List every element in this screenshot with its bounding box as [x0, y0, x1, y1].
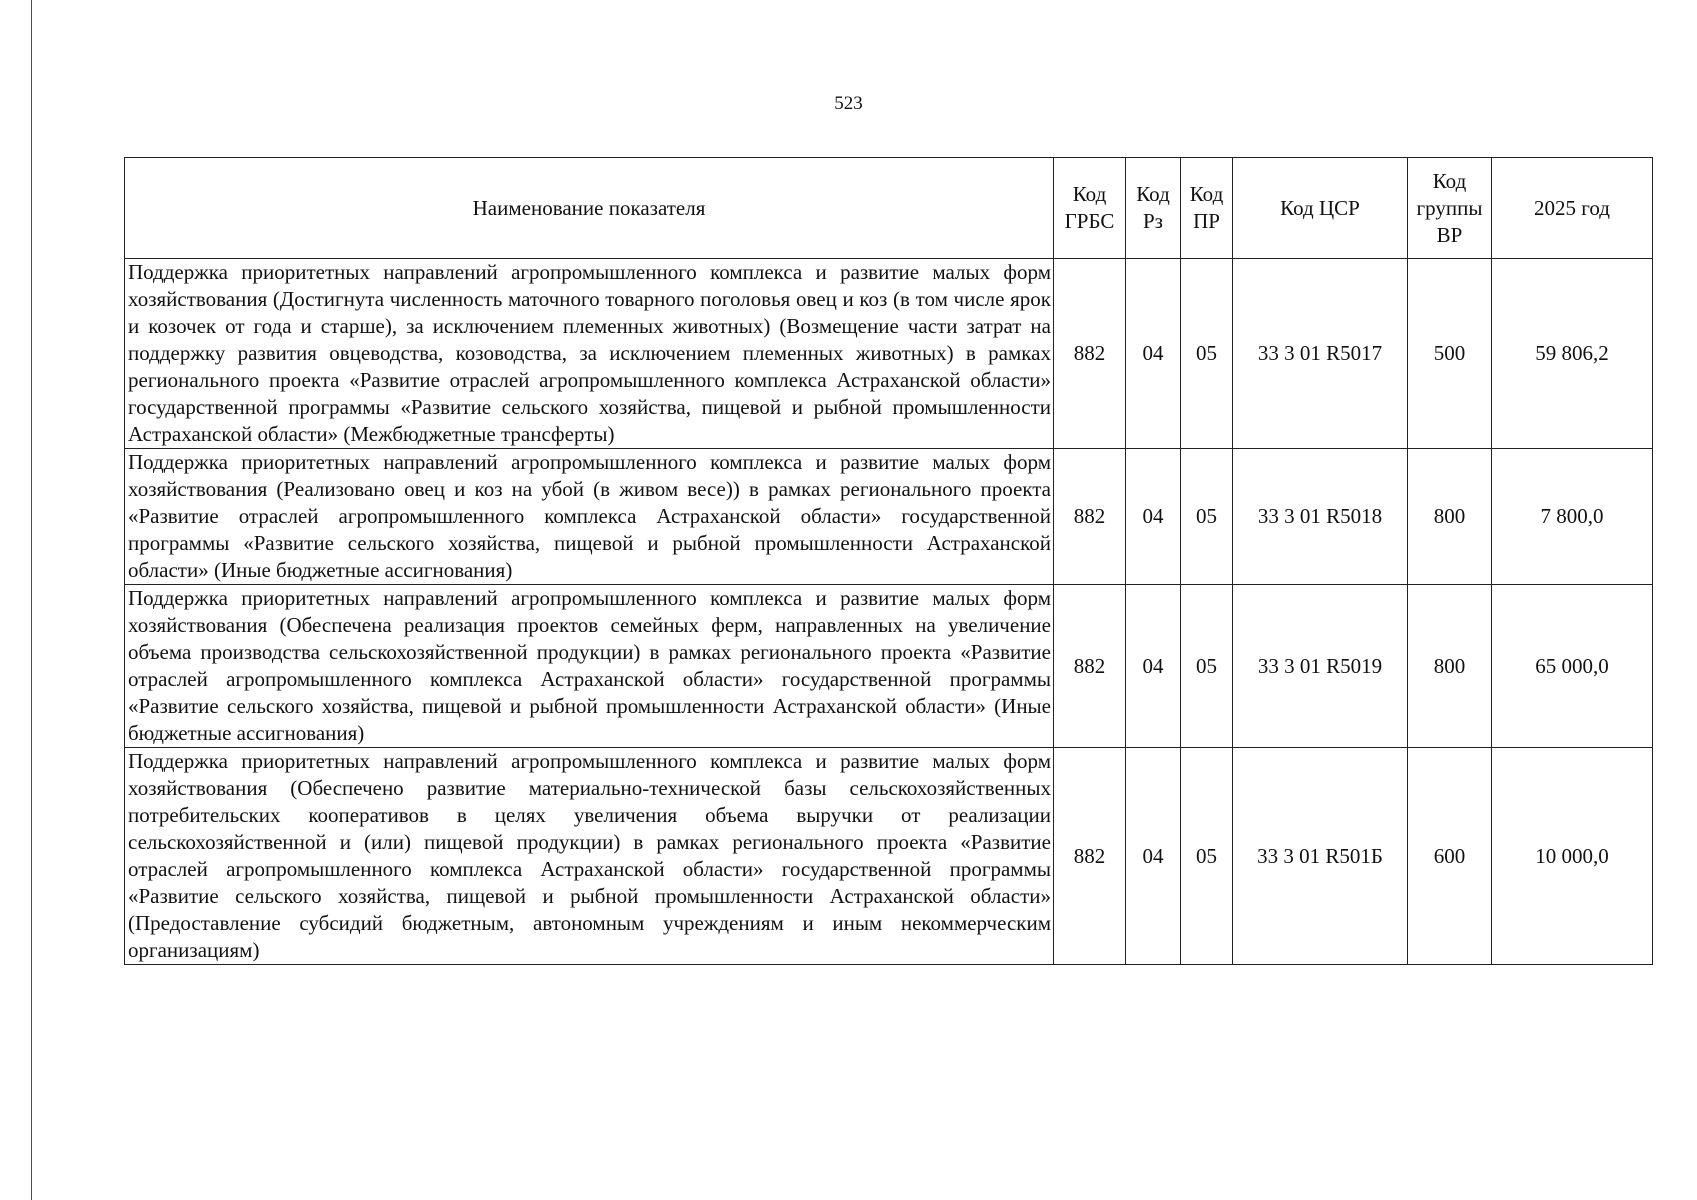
row-csr-cell: 33 3 01 R5019 [1233, 585, 1408, 748]
row-vr-cell: 800 [1408, 585, 1492, 748]
row-rz-cell: 04 [1126, 449, 1181, 585]
row-vr-cell: 800 [1408, 449, 1492, 585]
row-year-cell: 65 000,0 [1492, 585, 1653, 748]
row-pr-cell: 05 [1181, 259, 1233, 449]
row-grbs-cell: 882 [1054, 259, 1126, 449]
table-row [125, 748, 1653, 965]
row-csr-cell: 33 3 01 R5018 [1233, 449, 1408, 585]
row-name-cell: Поддержка приоритетных направлений агропромышленного комплекса и развитие малых форм хозяйствования (Обеспечена реализация проектов семейных ферм, направленных на увеличение объема производства сельскохозяйственной продукции) в рамках регионального проекта «Развитие отраслей агропромышленного комплекса Астраханской области» государственной программы «Развитие сельского хозяйства, пищевой и рыбной промышленности Астраханской области» (Иные бюджетные ассигнования) [125, 585, 1054, 748]
row-name-cell: Поддержка приоритетных направлений агропромышленного комплекса и развитие малых форм хозяйствования (Достигнута численность маточного товарного поголовья овец и коз (в том числе ярок и козочек от года и старше), за исключением племенных животных) (Возмещение части затрат на поддержку развития овцеводства, козоводства, за исключением племенных животных) в рамках регионального проекта «Развитие отраслей агропромышленного комплекса Астраханской области» государственной программы «Развитие сельского хозяйства, пищевой и рыбной промышленности Астраханской области» (Межбюджетные трансферты) [125, 259, 1054, 449]
header-vr: Код группы ВР [1408, 158, 1492, 259]
table-row [125, 449, 1653, 585]
header-year: 2025 год [1492, 158, 1653, 259]
page-number: 523 [834, 93, 863, 114]
row-name-cell: Поддержка приоритетных направлений агропромышленного комплекса и развитие малых форм хозяйствования (Реализовано овец и коз на убой (в живом весе)) в рамках регионального проекта «Развитие отраслей агропромышленного комплекса Астраханской области» государственной программы «Развитие сельского хозяйства, пищевой и рыбной промышленности Астраханской области» (Иные бюджетные ассигнования) [125, 449, 1054, 585]
table-row [125, 259, 1653, 449]
row-csr-cell: 33 3 01 R501Б [1233, 748, 1408, 965]
row-grbs-cell: 882 [1054, 748, 1126, 965]
row-grbs-cell: 882 [1054, 449, 1126, 585]
binding-margin-line [31, 0, 32, 1200]
row-name-cell: Поддержка приоритетных направлений агропромышленного комплекса и развитие малых форм хозяйствования (Обеспечено развитие материально-технической базы сельскохозяйственных потребительских кооперативов в целях увеличения объема выручки от реализации сельскохозяйственной и (или) пищевой продукции) в рамках регионального проекта «Развитие отраслей агропромышленного комплекса Астраханской области» государственной программы «Развитие сельского хозяйства, пищевой и рыбной промышленности Астраханской области» (Предоставление субсидий бюджетным, автономным учреждениям и иным некоммерческим организациям) [125, 748, 1054, 965]
budget-table [124, 157, 1653, 965]
header-grbs: Код ГРБС [1054, 158, 1126, 259]
header-name: Наименование показателя [125, 158, 1054, 259]
row-rz-cell: 04 [1126, 259, 1181, 449]
row-pr-cell: 05 [1181, 449, 1233, 585]
header-csr: Код ЦСР [1233, 158, 1408, 259]
row-pr-cell: 05 [1181, 585, 1233, 748]
header-rz: Код Рз [1126, 158, 1181, 259]
row-rz-cell: 04 [1126, 585, 1181, 748]
row-grbs-cell: 882 [1054, 585, 1126, 748]
row-rz-cell: 04 [1126, 748, 1181, 965]
row-pr-cell: 05 [1181, 748, 1233, 965]
row-csr-cell: 33 3 01 R5017 [1233, 259, 1408, 449]
row-vr-cell: 600 [1408, 748, 1492, 965]
row-year-cell: 59 806,2 [1492, 259, 1653, 449]
row-vr-cell: 500 [1408, 259, 1492, 449]
header-pr: Код ПР [1181, 158, 1233, 259]
table-header-row [125, 158, 1653, 259]
table-row [125, 585, 1653, 748]
row-year-cell: 7 800,0 [1492, 449, 1653, 585]
row-year-cell: 10 000,0 [1492, 748, 1653, 965]
